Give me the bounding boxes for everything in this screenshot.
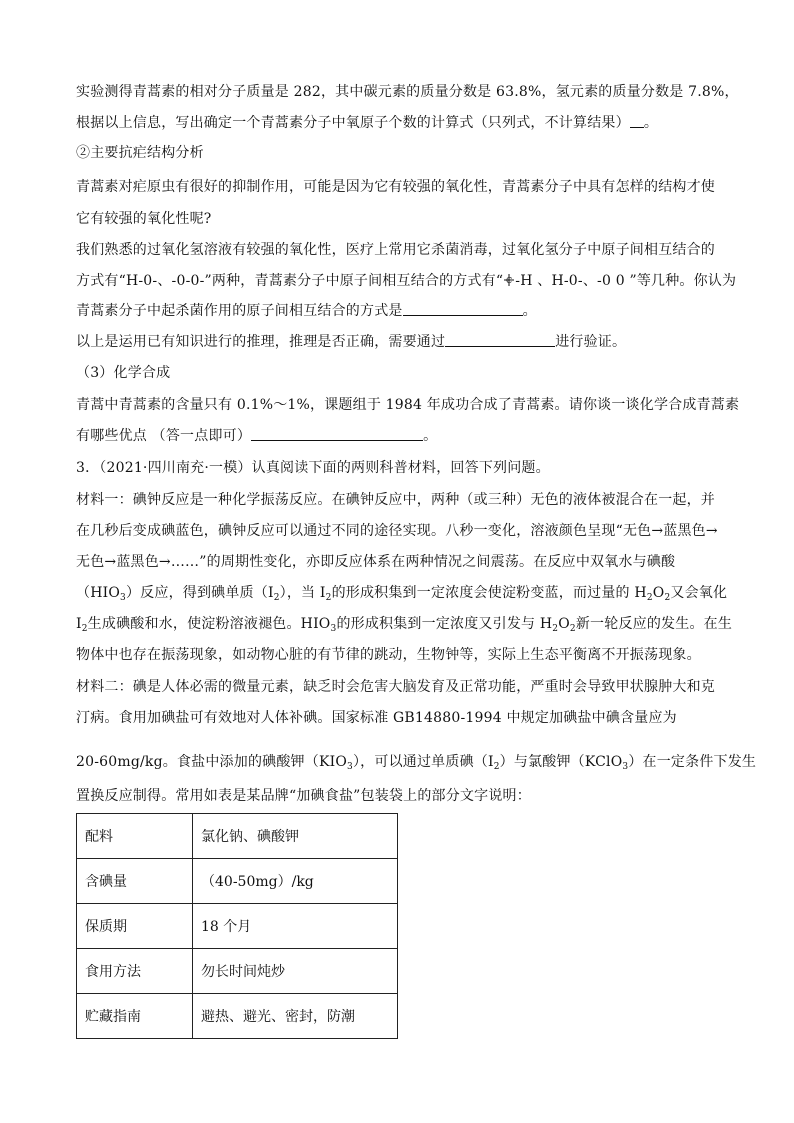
table-key-cell: 保质期 [77, 904, 193, 949]
question-line [76, 332, 734, 352]
question-text: 根据以上信息，写出确定一个青蒿素分子中氧原子个数的计算式（只列式，不计算结果） [76, 115, 630, 131]
question-text: 以上是运用已有知识进行的推理，推理是否正确，需要通过 [76, 334, 446, 350]
line-text: 又会氧化 [670, 585, 728, 601]
subscript: 2 [664, 593, 671, 603]
table-row [77, 904, 398, 949]
paragraph-line [76, 752, 757, 777]
answer-blank[interactable] [630, 113, 644, 128]
line-text: 方式有“H-0-、-0-0-”两种，青蒿素分子中原子间相互结合的方式有“ [76, 273, 504, 289]
table-key-cell: 食用方法 [77, 949, 193, 994]
line-text: ），可以通过单质碘（I [352, 754, 494, 770]
subscript: 2 [325, 593, 332, 603]
paragraph-line [76, 583, 734, 608]
table-value-cell: 氯化钠、碘酸钾 [193, 814, 398, 859]
paragraph-line: 实验测得青蒿素的相对分子质量是 282，其中碳元素的质量分数是 63.8%，氢元素的质量分数是 7.8%， [76, 84, 739, 100]
answer-blank[interactable] [445, 332, 555, 347]
paragraph-line: 材料二：碘是人体必需的微量元素，缺乏时会危害大脑发育及正常功能，严重时会导致甲状腺肿大和克 [76, 679, 715, 695]
subscript: 2 [646, 593, 653, 603]
question-line [76, 301, 734, 321]
question-title: 3．（2021·四川南充·一模）认真阅读下面的两则科普材料，回答下列问题。 [76, 460, 550, 476]
section-heading: ②主要抗疟结构分析 [76, 145, 204, 161]
line-text: （HIO [76, 585, 121, 601]
paragraph-line: 置换反应制得。常用如表是某品牌“加碘食盐”包装袋上的部分文字说明： [76, 788, 531, 804]
line-text: O [558, 616, 570, 632]
paragraph-line: 它有较强的氧化性呢? [76, 211, 212, 227]
line-text: I [76, 616, 82, 632]
paragraph-line [76, 271, 737, 291]
line-text: 新一轮反应的发生。在生 [575, 616, 733, 632]
paragraph-line: 我们熟悉的过氧化氢溶液有较强的氧化性，医疗上常用它杀菌消毒，过氧化氢分子中原子间相互结合的 [76, 242, 715, 258]
punctuation: 。 [643, 115, 659, 131]
paragraph-line: 青蒿中青蒿素的含量只有 0.1%～1%，课题组于 1984 年成功合成了青蒿素。请你谈一谈化学合成青蒿素 [76, 397, 740, 413]
svg-text:C: C [506, 276, 513, 285]
line-text: 20-60mg/kg。食盐中添加的碘酸钾（KIO [76, 754, 348, 770]
table-key-cell: 配料 [77, 814, 193, 859]
table-key-cell: 贮藏指南 [77, 994, 193, 1039]
subscript: 3 [622, 762, 629, 772]
question-text: 有哪些优点 （答一点即可） [76, 428, 252, 444]
paragraph-line: 无色→蓝黑色→……”的周期性变化，亦即反应体系在两种情况之间震荡。在反应中双氧水与碘酸 [76, 554, 676, 570]
table-row [77, 949, 398, 994]
subscript: 3 [347, 762, 353, 772]
answer-blank[interactable] [251, 426, 423, 441]
line-text: 生成碘酸和水，使淀粉溶液褪色。HIO [87, 616, 331, 632]
line-text: ）在一定条件下发生 [628, 754, 757, 770]
punctuation: 。 [522, 303, 537, 319]
line-text: 的形成积集到一定浓度会使淀粉变蓝，而过量的 H [331, 585, 647, 601]
subscript: 3 [330, 624, 337, 634]
subscript: 2 [81, 624, 88, 634]
question-line [76, 426, 734, 446]
paragraph-line: 物体中也存在振荡现象，如动物心脏的有节律的跳动，生物钟等，实际上生态平衡离不开振荡现象。 [76, 647, 701, 663]
paragraph-line: 青蒿素对疟原虫有很好的抑制作用，可能是因为它有较强的氧化性，青蒿素分子中具有怎样的结构才使 [76, 179, 715, 195]
line-text: -H 、H-0-、-0 0 ”等几种。你认为 [515, 273, 737, 289]
answer-blank[interactable] [403, 301, 523, 316]
table-row [77, 814, 398, 859]
table-value-cell: 勿长时间炖炒 [193, 949, 398, 994]
line-text: 的形成积集到一定浓度又引发与 H [336, 616, 553, 632]
question-text: 进行验证。 [555, 334, 627, 350]
subscript: 2 [552, 624, 559, 634]
question-text: 青蒿素分子中起杀菌作用的原子间相互结合的方式是 [76, 303, 403, 319]
subscript: 2 [569, 624, 576, 634]
line-text: ）与氯酸钾（KClO [499, 754, 623, 770]
carbon-bond-icon [503, 273, 515, 287]
line-text: ），当 I [279, 585, 326, 601]
punctuation: 。 [423, 428, 438, 444]
section-heading: （3）化学合成 [76, 365, 171, 381]
line-text: O [652, 585, 665, 601]
table-row [77, 859, 398, 904]
table-row [77, 994, 398, 1039]
salt-label-table [76, 813, 398, 1039]
table-value-cell: 18 个月 [193, 904, 398, 949]
table-value-cell: 避热、避光、密封，防潮 [193, 994, 398, 1039]
table-value-cell: （40-50mg）/kg [193, 859, 398, 904]
paragraph-line: 材料一：碘钟反应是一种化学振荡反应。在碘钟反应中，两种（或三种）无色的液体被混合在一起，并 [76, 492, 715, 508]
subscript: 3 [120, 593, 126, 603]
subscript: 2 [273, 593, 280, 603]
subscript: 2 [493, 762, 500, 772]
paragraph-line: 在几秒后变成碘蓝色，碘钟反应可以通过不同的途径实现。八秒一变化，溶液颜色呈现“无色→蓝黑色→ [76, 523, 718, 539]
paragraph-line [76, 614, 734, 639]
paragraph-line: 汀病。食用加碘盐可有效地对人体补碘。国家标准 GB14880-1994 中规定加碘盐中碘含量应为 [76, 710, 677, 726]
line-text: ）反应，得到碘单质（I [125, 585, 274, 601]
table-key-cell: 含碘量 [77, 859, 193, 904]
question-line [76, 113, 734, 133]
